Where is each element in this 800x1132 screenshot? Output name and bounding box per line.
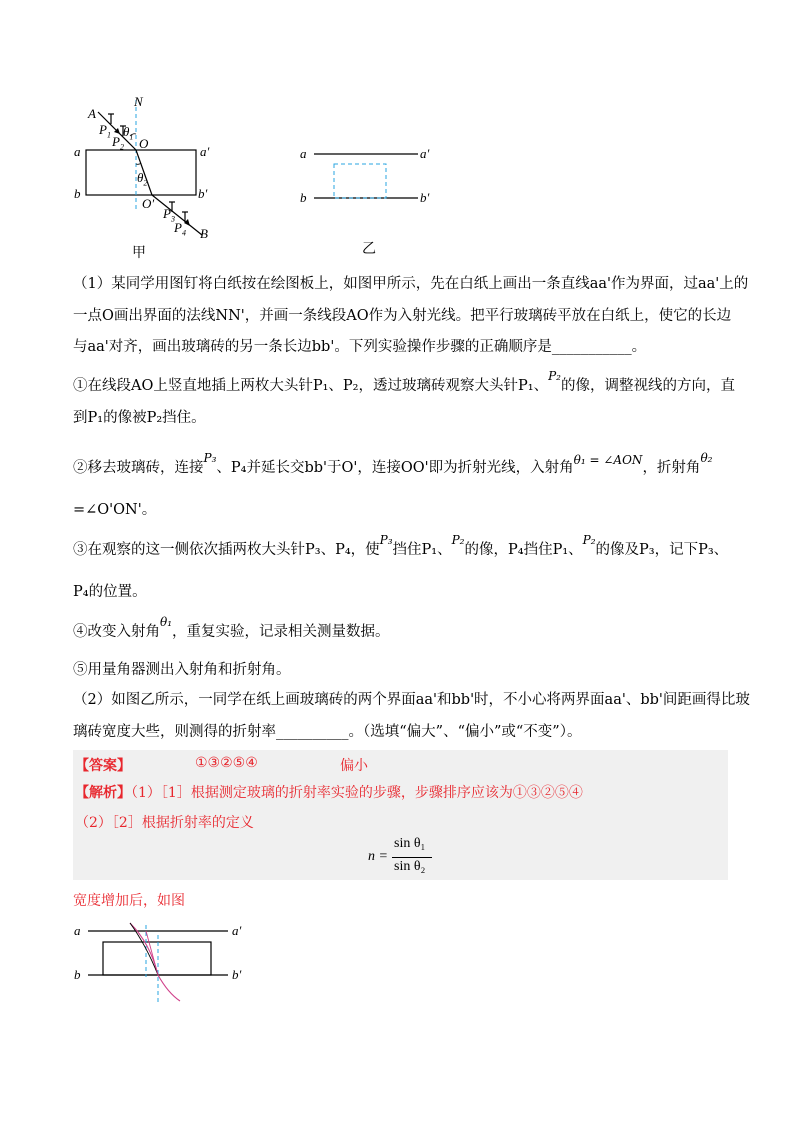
label-a: a: [74, 144, 81, 159]
question2-line2: 璃砖宽度大些，则测得的折射率__________。（选填“偏大”、“偏小”或“不变”）。: [73, 724, 582, 740]
analysis-tag: 【解析】: [75, 785, 131, 801]
label-b: b: [74, 186, 81, 201]
answer-2: 偏小: [340, 758, 368, 774]
label-b: b: [300, 190, 307, 205]
step1-line2: 到P₁的像被P₂挡住。: [73, 410, 206, 426]
figure-a-caption: 甲: [132, 246, 146, 261]
label-b-prime: b′: [420, 190, 430, 205]
question1-line1: （1）某同学用图钉将白纸按在绘图板上，如图甲所示，先在白纸上画出一条直线aa'作为界面，过aa'上的: [73, 276, 749, 292]
answer-tag: 【答案】: [75, 758, 131, 774]
label-P4: $P_4$: [174, 220, 186, 238]
question1-line3: 与aa'对齐，画出玻璃砖的另一条长边bb'。下列实验操作步骤的正确顺序是___________。: [73, 339, 647, 355]
fraction-bar: [392, 857, 432, 858]
step5-line: ⑤用量角器测出入射角和折射角。: [73, 662, 291, 678]
answer-row: [75, 755, 368, 775]
label-a: a: [300, 146, 307, 161]
formula-n: n =: [368, 849, 388, 864]
step3-line2: P₄的位置。: [73, 584, 147, 600]
label-theta1: $\theta_1$: [123, 124, 134, 142]
label-N: N: [134, 94, 143, 109]
answer-1: ①③②⑤④: [195, 755, 258, 771]
step4-line: ④改变入射角$^{\theta_1}$，重复实验，记录相关测量数据。: [73, 615, 390, 640]
figure-c: [70, 915, 270, 1010]
label-a: a: [74, 923, 81, 938]
figure-a: [70, 90, 240, 260]
label-O-prime: O′: [142, 196, 155, 211]
label-a-prime: a′: [420, 146, 430, 161]
label-theta2: $\theta_2$: [137, 170, 148, 188]
step3-line1: ③在观察的这一侧依次插两枚大头针P₃、P₄，使$^{P_3}$挡住P₁、$^{P_2}$的像，P₄挡住P₁、$^{P_2}$的像及P₃，记下P₃、: [73, 533, 729, 558]
step2-line2: =∠O'ON'。: [73, 502, 157, 518]
formula-numerator: sin θ₁: [394, 836, 426, 851]
label-B: B: [200, 226, 208, 241]
analysis-line2: （2）［2］根据折射率的定义: [75, 815, 254, 831]
label-a-prime: a′: [232, 923, 242, 938]
label-a-prime: a′: [200, 144, 210, 159]
label-P3: $P_3$: [163, 206, 175, 224]
label-b-prime: b′: [198, 186, 208, 201]
label-P1: $P_1$: [99, 122, 111, 140]
label-b: b: [74, 967, 81, 982]
analysis-line1: 【解析】（1）［1］根据测定玻璃的折射率实验的步骤，步骤排序应该为①③②⑤④: [75, 785, 583, 801]
label-O: O: [139, 136, 149, 151]
step2-line1: ②移去玻璃砖，连接$^{P_3}$、P₄并延长交bb'于O'，连接OO'即为折射光线，入射角$^{\theta_1 = \angle AON}$，折射角$^{\theta_2}$: [73, 451, 713, 476]
figure-b-caption: 乙: [362, 242, 376, 257]
refraction-formula: [368, 836, 458, 880]
figure-b: [296, 140, 446, 260]
step1-line1: ①在线段AO上竖直地插上两枚大头针P₁、P₂，透过玻璃砖观察大头针P₁、$^{P_2}$的像，调整视线的方向，直: [73, 369, 735, 394]
question2-line1: （2）如图乙所示，一同学在纸上画玻璃砖的两个界面aa'和bb'时，不小心将两界面aa'、bb'间距画得比玻: [73, 692, 750, 708]
label-P2: $P_2$: [112, 134, 124, 152]
label-A: A: [88, 106, 96, 121]
analysis-after: 宽度增加后，如图: [73, 893, 185, 909]
formula-denominator: sin θ₂: [394, 859, 426, 874]
question1-line2: 一点O画出界面的法线NN'，并画一条线段AO作为入射光线。把平行玻璃砖平放在白纸上，使它的长边: [73, 308, 732, 324]
label-b-prime: b′: [232, 967, 242, 982]
